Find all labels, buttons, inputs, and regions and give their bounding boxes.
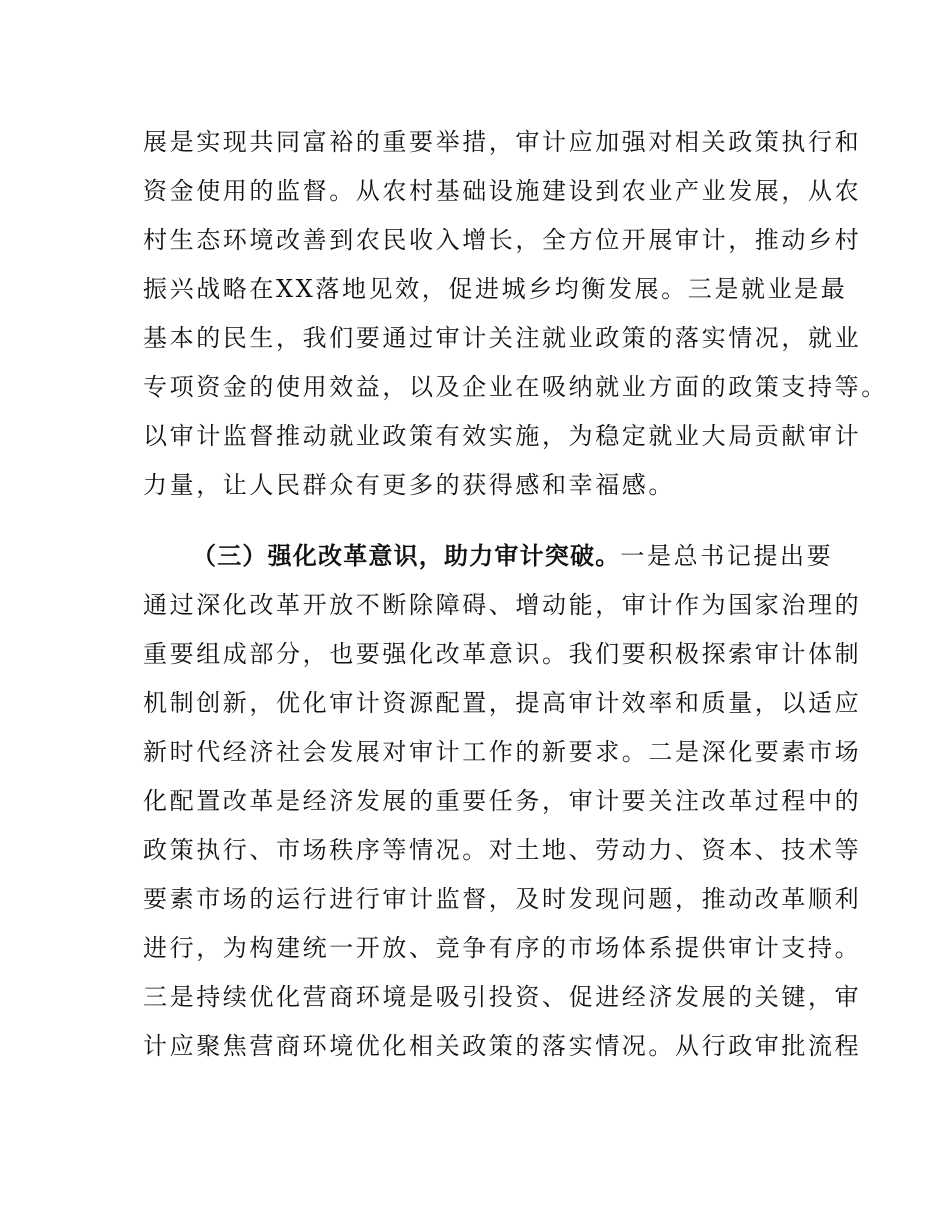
- paragraph-1-line: 振兴战略在XX落地见效，促进城乡均衡发展。三是就业是最: [143, 275, 848, 303]
- paragraph-1-line: 资金使用的监督。从农村基础设施建设到农业产业发展，从农: [143, 177, 862, 205]
- paragraph-1-line: 力量，让人民群众有更多的获得感和幸福感。: [143, 471, 675, 499]
- paragraph-2-line: 政策执行、市场秩序等情况。对土地、劳动力、资本、技术等: [143, 836, 862, 864]
- paragraph-2-line: 要素市场的运行进行审计监督，及时发现问题，推动改革顺利: [143, 885, 862, 913]
- paragraph-2-line: 机制创新，优化审计资源配置，提高审计效率和质量，以适应: [143, 689, 862, 717]
- paragraph-2-first-line-text: 一是总书记提出要: [620, 542, 834, 570]
- paragraph-2-line: 通过深化改革开放不断除障碍、增动能，审计作为国家治理的: [143, 591, 862, 619]
- paragraph-1-line: 专项资金的使用效益，以及企业在吸纳就业方面的政策支持等。: [143, 373, 888, 401]
- paragraph-2-line: 三是持续优化营商环境是吸引投资、促进经济发展的关键，审: [143, 983, 862, 1011]
- paragraph-2-line: 新时代经济社会发展对审计工作的新要求。二是深化要素市场: [143, 738, 862, 766]
- paragraph-2-line: 计应聚焦营商环境优化相关政策的落实情况。从行政审批流程: [143, 1032, 862, 1060]
- paragraph-1-line: 以审计监督推动就业政策有效实施，为稳定就业大局贡献审计: [143, 422, 862, 450]
- paragraph-2-line: 进行，为构建统一开放、竞争有序的市场体系提供审计支持。: [143, 934, 862, 962]
- section-heading: （三）强化改革意识，助力审计突破。: [192, 542, 621, 570]
- paragraph-2-line: 化配置改革是经济发展的重要任务，审计要关注改革过程中的: [143, 787, 862, 815]
- paragraph-1-line: 展是实现共同富裕的重要举措，审计应加强对相关政策执行和: [143, 128, 862, 156]
- paragraph-2-line: 重要组成部分，也要强化改革意识。我们要积极探索审计体制: [143, 640, 862, 668]
- paragraph-2-first-line: [192, 534, 833, 578]
- paragraph-1-line: 村生态环境改善到农民收入增长，全方位开展审计，推动乡村: [143, 226, 862, 254]
- paragraph-1-line: 基本的民生，我们要通过审计关注就业政策的落实情况，就业: [143, 324, 862, 352]
